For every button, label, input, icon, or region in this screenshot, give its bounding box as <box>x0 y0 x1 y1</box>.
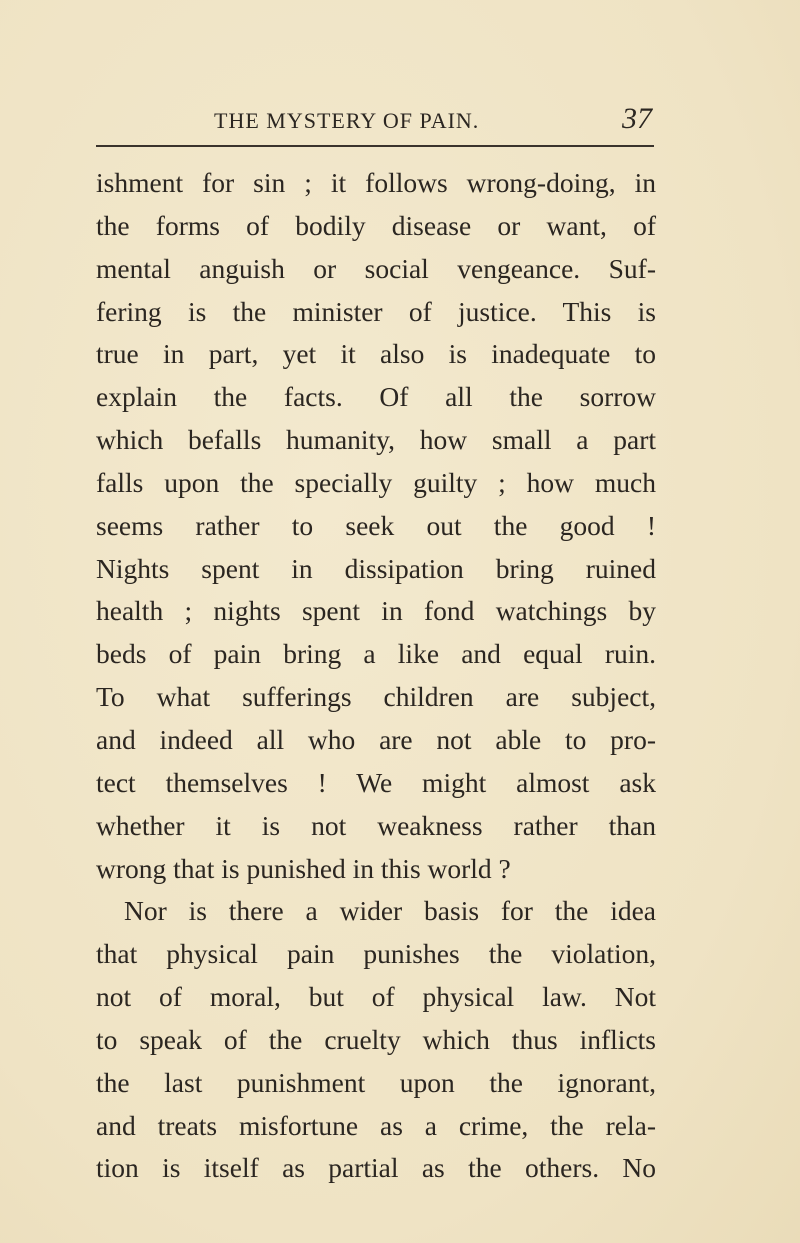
text-line: the last punishment upon the ignorant, <box>96 1066 656 1098</box>
text-line: to speak of the cruelty which thus inflicts <box>96 1023 656 1055</box>
text-line: mental anguish or social vengeance. Suf- <box>96 252 656 284</box>
text-line: beds of pain bring a like and equal ruin. <box>96 638 656 670</box>
text-line: Nor is there a wider basis for the idea <box>124 895 656 927</box>
page-number: 37 <box>622 102 652 135</box>
text-line: ishment for sin ; it follows wrong-doing, in <box>96 167 656 198</box>
text-line: true in part, yet it also is inadequate to <box>96 338 656 370</box>
text-line: not of moral, but of physical law. Not <box>96 981 656 1013</box>
text-line: fering is the minister of justice. This is <box>96 295 656 327</box>
text-line: and indeed all who are not able to pro- <box>96 723 656 755</box>
text-line: and treats misfortune as a crime, the rela- <box>96 1109 656 1141</box>
text-line: wrong that is punished in this world ? <box>96 852 511 884</box>
text-line: the forms of bodily disease or want, of <box>96 209 656 241</box>
text-line: which befalls humanity, how small a part <box>96 424 656 456</box>
body-text <box>96 162 656 1190</box>
text-line: health ; nights spent in fond watchings by <box>96 595 656 627</box>
text-line: whether it is not weakness rather than <box>96 809 656 841</box>
running-head: THE MYSTERY OF PAIN. <box>214 108 480 133</box>
text-line: Nights spent in dissipation bring ruined <box>96 552 656 584</box>
text-line: that physical pain punishes the violation, <box>96 938 656 970</box>
text-line: tion is itself as partial as the others. No <box>96 1152 656 1184</box>
header-rule <box>96 145 654 147</box>
text-line: seems rather to seek out the good ! <box>96 509 656 541</box>
text-line: explain the facts. Of all the sorrow <box>96 381 656 413</box>
text-line: tect themselves ! We might almost ask <box>96 766 656 798</box>
text-line: falls upon the specially guilty ; how much <box>96 466 656 498</box>
text-line: To what sufferings children are subject, <box>96 681 656 713</box>
page-header <box>96 100 654 140</box>
